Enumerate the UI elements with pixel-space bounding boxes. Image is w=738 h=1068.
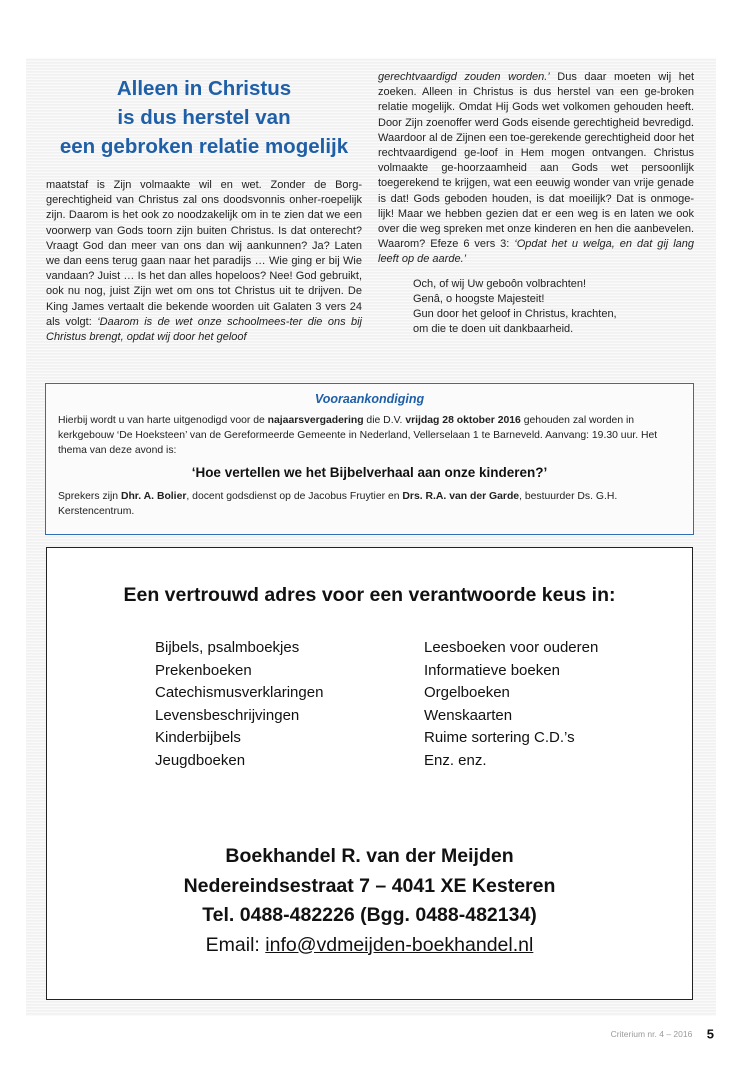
article-left-quote: ‘Daarom is de wet onze schoolmees-ter die ons bij Christus brengt, opdat wij door het geloof (46, 315, 362, 344)
poem-line-1: Och, of wij Uw geboôn volbrachten! (413, 277, 587, 290)
shop-address: Nedereindsestraat 7 – 4041 XE Kesteren (183, 874, 556, 897)
announcement-text: , bestuurder Ds. G.H. Kerstencentrum. (58, 491, 618, 517)
list-item: Enz. enz. (424, 751, 487, 769)
announcement-text: Hierbij wordt u van harte uitgenodigd voor de (58, 415, 268, 426)
article-left-paragraph (46, 178, 362, 345)
article-right-column (378, 70, 694, 337)
announcement-date: vrijdag 28 oktober 2016 (405, 415, 521, 426)
ad-contact-block (47, 842, 692, 960)
list-item: Ruime sortering C.D.’s (424, 729, 575, 746)
poem-line-2: Genâ, o hoogste Majesteit! (413, 292, 545, 305)
article-right-text: Dus daar moeten wij het zoeken. Alleen in Christus is dus herstel van een ge-broken relatie mogelijk. Omdat Hij Gods wet volkomen gehouden heeft. Door Zijn zoenoffer werd Gods eisende gerechtigheid bevredigd. Waardoor al de Zijnen een toe-gerekende gerechtigheid door het rechtvaardigend ge-loof in Hem mogen ontvangen. Christus volmaakte ge-hoorzaamheid aan Gods wet persoonlijk toegerekend te krijgen, wat een eeuwig wonder van vrije genade is dat! Gods geboden houden, is dat moeilijk? Dat is onmoge-lijk! Maar we hebben gezien dat er een weg is en laten we ook over die weg spreken met onze kinderen en hen die aanbevelen. Waarom? Efeze 6 vers 3: (378, 71, 695, 251)
email-link[interactable]: info@vdmeijden-boekhandel.nl (265, 933, 534, 956)
shop-name: Boekhandel R. van der Meijden (225, 845, 514, 867)
headline-line-2: is dus herstel van (117, 106, 291, 129)
issue-label: Criterium nr. 4 – 2016 (610, 1028, 693, 1039)
list-item: Catechismusverklaringen (155, 684, 324, 701)
article-headline (46, 74, 362, 161)
shop-email-line (47, 931, 692, 961)
email-label: Email: (205, 933, 266, 956)
ad-list-right (424, 637, 598, 772)
announcement-text: Sprekers zijn (58, 491, 121, 502)
announcement-box (45, 383, 694, 535)
list-item: Wenskaarten (424, 706, 513, 724)
announcement-text: die D.V. (363, 415, 406, 426)
article-left-column (46, 70, 362, 345)
list-item: Levensbeschrijvingen (155, 706, 300, 724)
article-right-paragraph (378, 70, 694, 268)
speaker-name: Drs. R.A. van der Garde (402, 491, 520, 502)
poem-line-4: om die te doen uit dankbaarheid. (413, 323, 574, 336)
page-footer (611, 1025, 714, 1043)
list-item: Bijbels, psalmboekjes (155, 639, 300, 656)
article-left-text: maatstaf is Zijn volmaakte wil en wet. Zonder de Borg-gerechtigheid van Christus zal ons doodsvonnis onher-roepelijk zijn. Daarom is het ook zo noodzakelijk om in te zien dat we een voorwerp van Gods toorn zijn buiten Christus. Is dat onterecht? Vraagt God dan meer van ons dan wij aankunnen? Ja? Laten we dan eens terug gaan naar het paradijs … Wie ging er bij Wie vandaan? Juist … Is het dan alles hopeloos? Nee! God gebruikt, ook nu nog, juist Zijn wet om ons tot Christus uit te drijven. De King James vertaalt die bekende woorden uit Galaten 3 vers 24 als volgt: (46, 179, 362, 328)
announcement-theme: ‘Hoe vertellen we het Bijbelverhaal aan onze kinderen?’ (191, 465, 548, 480)
list-item: Prekenboeken (155, 661, 252, 679)
list-item: Jeugdboeken (155, 751, 246, 769)
headline-line-1: Alleen in Christus (116, 77, 292, 100)
announcement-title: Vooraankondiging (314, 392, 425, 406)
speaker-name: Dhr. A. Bolier (120, 491, 187, 502)
bookshop-advertisement (46, 547, 693, 1000)
list-item: Kinderbijbels (155, 729, 241, 746)
announcement-text: , docent godsdienst op de Jacobus Fruytier en (186, 491, 403, 502)
ad-title: Een vertrouwd adres voor een verantwoorde keus in: (123, 584, 616, 606)
announcement-text: gehouden zal worden in kerkgebouw ‘De Hoeksteen’ van de Gereformeerde Gemeente in Nederland, Vellerselaan 1 te Barneveld. Aanvang: 19.30 uur. Het thema van deze avond is: (58, 415, 658, 456)
headline-line-3: een gebroken relatie mogelijk (59, 135, 349, 158)
announcement-paragraph-2 (58, 489, 681, 519)
announcement-event: najaarsvergadering (267, 415, 364, 426)
page-number: 5 (706, 1026, 714, 1042)
ad-list-left (155, 637, 323, 772)
poem-verse (413, 277, 694, 338)
shop-phone: Tel. 0488-482226 (Bgg. 0488-482134) (202, 904, 537, 926)
article-right-quote-end: ‘Opdat het u welga, en dat gij lang leeft op de aarde.’ (378, 238, 694, 266)
poem-line-3: Gun door het geloof in Christus, krachten, (413, 308, 617, 321)
list-item: Leesboeken voor ouderen (424, 639, 599, 656)
article-right-quote-start: gerechtvaardigd zouden worden.’ (378, 71, 550, 83)
list-item: Informatieve boeken (424, 661, 560, 679)
list-item: Orgelboeken (424, 684, 510, 701)
announcement-paragraph-1 (58, 413, 681, 458)
